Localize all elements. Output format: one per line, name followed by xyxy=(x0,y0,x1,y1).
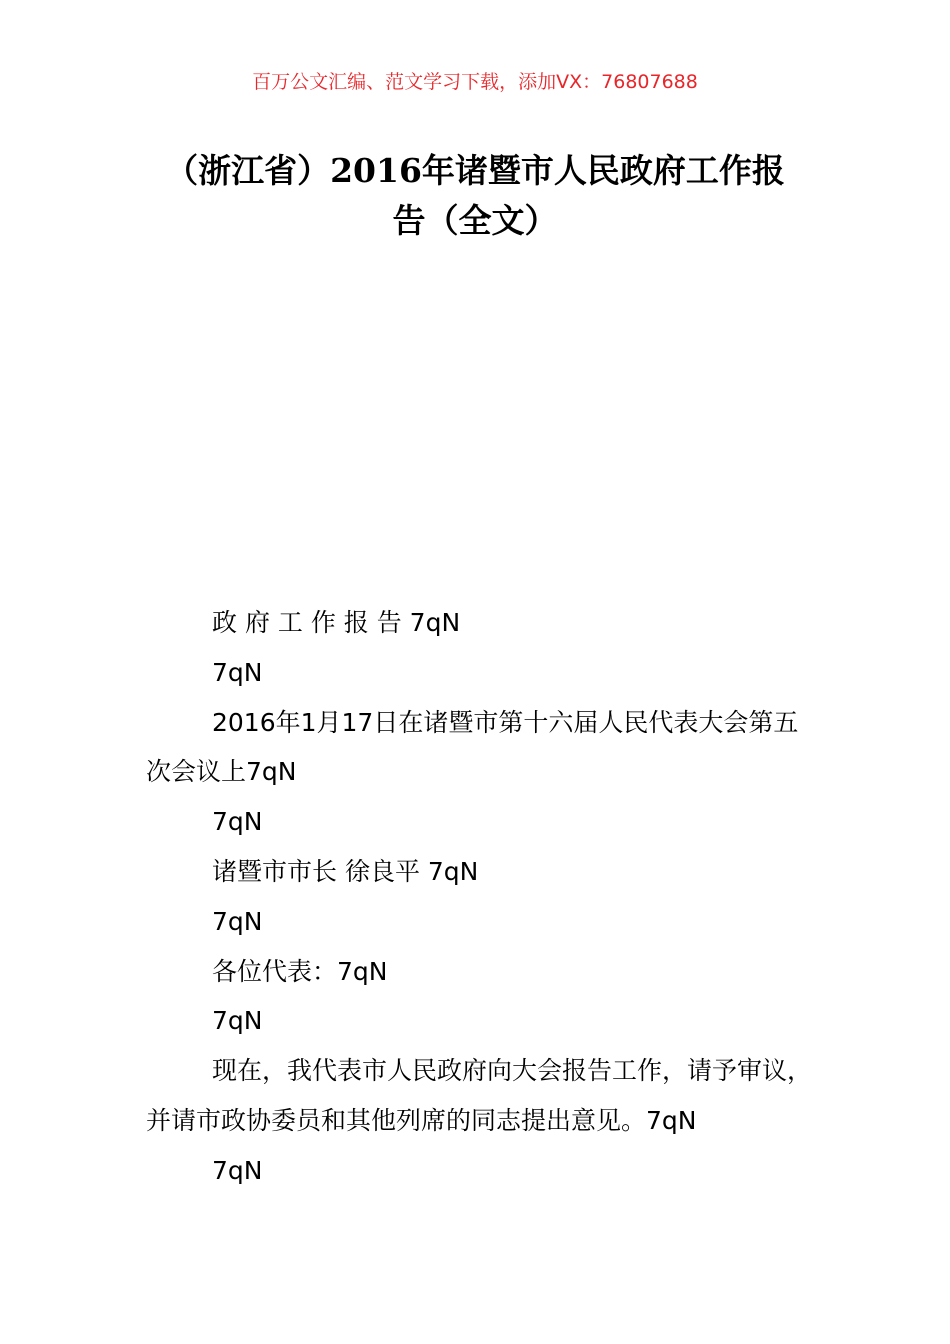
document-title-line-2: 告（全文） xyxy=(392,201,558,240)
paragraph-report-heading: 政 府 工 作 报 告 7qN xyxy=(212,608,461,637)
paragraph-marker: 7qN xyxy=(212,1155,263,1185)
paragraph-marker: 7qN xyxy=(212,906,263,936)
paragraph-meeting-date: 2016年1月17日在诸暨市第十六届人民代表大会第五次会议上7qN xyxy=(146,707,799,787)
document-title xyxy=(120,146,830,246)
paragraph-mayor-name: 诸暨市市长 徐良平 7qN xyxy=(212,856,479,886)
paragraph-marker: 7qN xyxy=(212,1006,263,1036)
document-title-line-1: （浙江省）2016年诸暨市人民政府工作报 xyxy=(165,151,785,190)
header-watermark: 百万公文汇编、范文学习下载，添加VX：76807688 xyxy=(252,71,698,93)
paragraph-salutation: 各位代表：7qN xyxy=(212,956,388,986)
paragraph-marker: 7qN xyxy=(212,657,263,687)
paragraph-opening: 现在，我代表市人民政府向大会报告工作，请予审议，并请市政协委员和其他列席的同志提出意见。7qN xyxy=(146,1056,813,1135)
document-body xyxy=(146,598,836,1196)
paragraph-marker: 7qN xyxy=(212,807,263,837)
